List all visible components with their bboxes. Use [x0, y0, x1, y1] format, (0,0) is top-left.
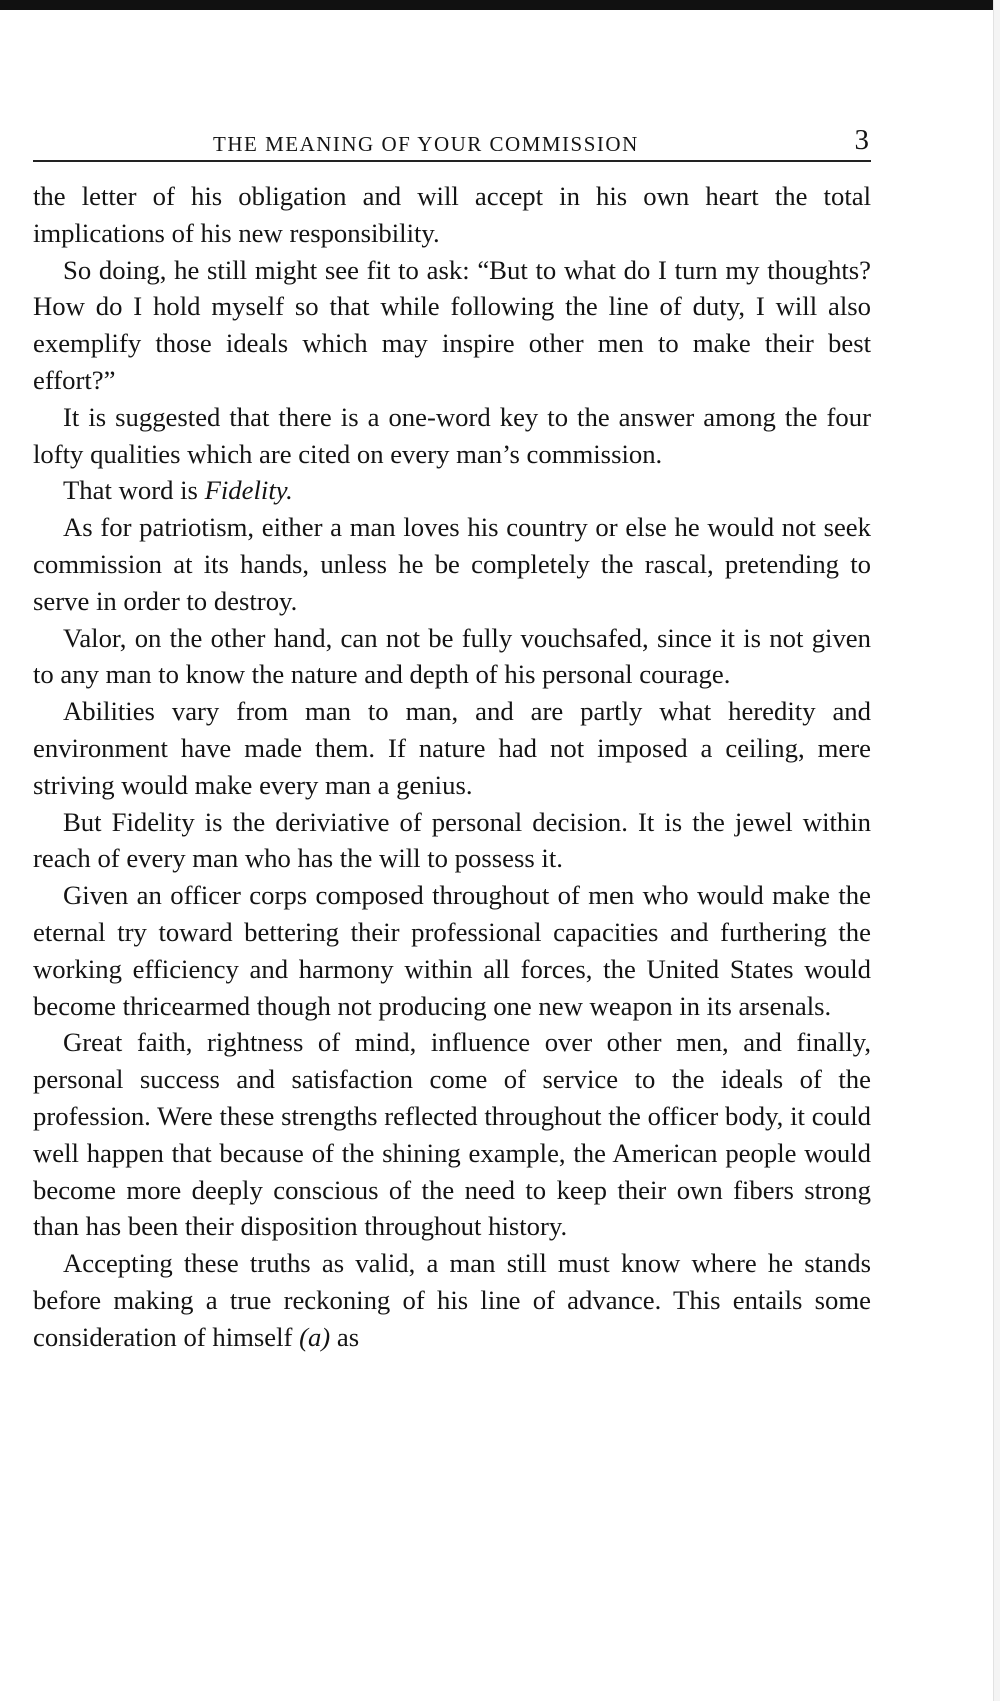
paragraph-text: Accepting these truths as valid, a man still must know where he stands before making a true reckoning of his line of advance. This entails some consideration of himself [33, 1248, 871, 1352]
paragraph: the letter of his obligation and will accept in his own heart the total implications of his new responsibility. [33, 181, 871, 248]
page-number: 3 [854, 124, 869, 156]
paragraph: So doing, he still might see fit to ask: “But to what do I turn my thoughts? How do I hold myself so that while following the line of duty, I will also exemplify those ideals which may inspire other men to make their best effort?” [33, 254, 871, 395]
running-head [33, 120, 871, 162]
paragraph: Valor, on the other hand, can not be fully vouchsafed, since it is not given to any man to know the nature and depth of his personal courage. [33, 622, 871, 690]
paragraph [33, 1245, 871, 1355]
paragraph [33, 472, 871, 509]
paragraph: Great faith, rightness of mind, influence over other men, and finally, personal success and satisfaction come of service to the ideals of the profession. Were these strengths reflected throughout the officer body, it could well happen that because of the shining example, the American people would become more deeply conscious of the need to keep their own fibers strong than has been their disposition throughout history. [33, 1027, 871, 1242]
book-page [33, 120, 871, 1356]
scan-top-border [0, 0, 1000, 10]
paragraph: Abilities vary from man to man, and are partly what heredity and environment have made them. If nature had not imposed a ceiling, mere striving would make every man a genius. [33, 696, 871, 800]
paragraph: It is suggested that there is a one-word key to the answer among the four lofty qualities which are cited on every man’s commission. [33, 401, 871, 469]
paragraph: As for patriotism, either a man loves his country or else he would not seek commission at its hands, unless he be completely the rascal, pretending to serve in order to destroy. [33, 512, 871, 616]
paragraph-text: as [336, 1321, 360, 1352]
scan-right-edge [993, 0, 1000, 1701]
body-text [33, 178, 871, 1356]
paragraph-text: That word is [63, 475, 205, 506]
paragraph: But Fidelity is the deriviative of personal decision. It is the jewel within reach of every man who has the will to possess it. [33, 806, 871, 874]
emphasis-item-a: (a) [299, 1321, 331, 1352]
emphasis-fidelity: Fidelity. [204, 475, 293, 506]
running-title: THE MEANING OF YOUR COMMISSION [213, 132, 639, 156]
paragraph: Given an officer corps composed throughout of men who would make the eternal try toward bettering their professional capacities and furthering the working efficiency and harmony within all forces, the United States would become thricearmed though not producing one new weapon in its arsenals. [33, 880, 871, 1021]
